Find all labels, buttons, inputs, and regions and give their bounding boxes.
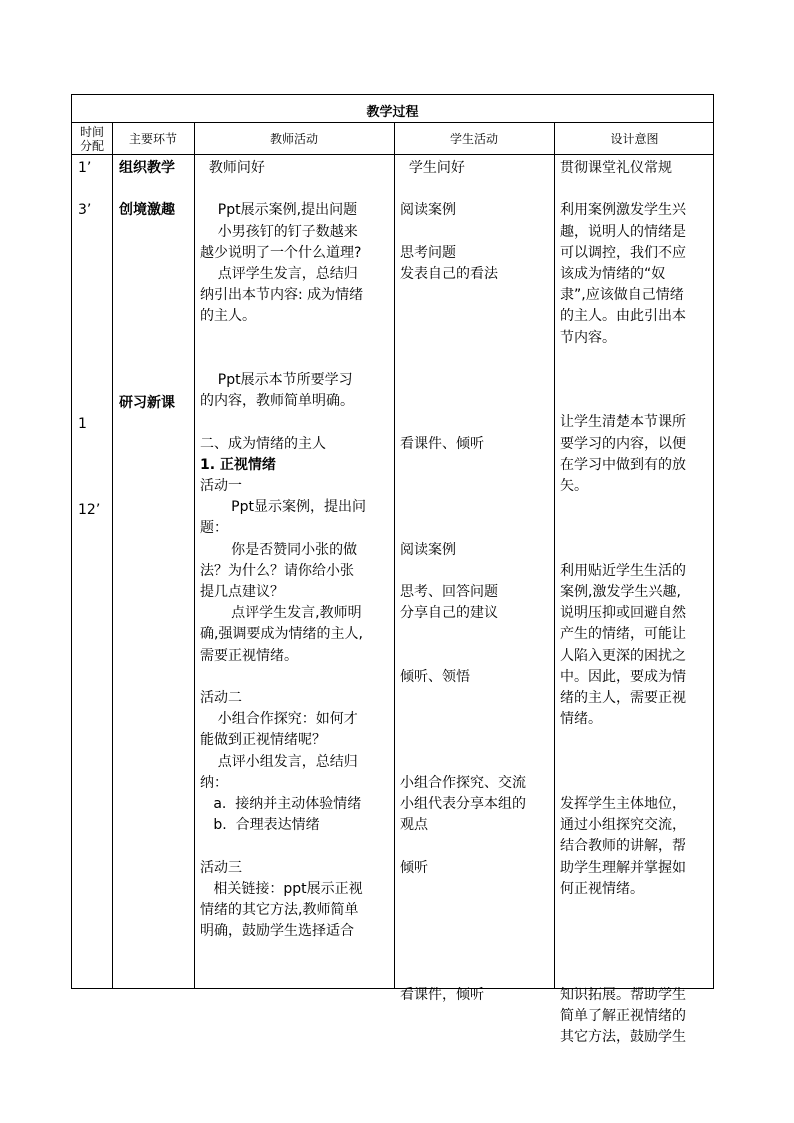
text-line: 阅读案例 [400, 202, 456, 219]
text-line: 趣，说明人的情绪是 [560, 223, 686, 240]
text-line: 看课件、倾听 [400, 435, 484, 452]
text-line: 的主人。 [200, 308, 256, 325]
text-line: 学生问好 [400, 160, 465, 176]
text-line: 人陷入更深的困扰之 [560, 647, 686, 664]
text-line: 小男孩钉的钉子数越来 [200, 223, 358, 240]
text-line: b. 合理表达情绪 [200, 817, 320, 834]
header-time-line: 时间 [79, 125, 104, 139]
text-line: 绪的主人，需要正视 [560, 690, 686, 706]
text-line: 需要正视情绪。 [200, 647, 298, 664]
text-line: 小组代表分享本组的 [400, 796, 526, 812]
header-time-line: 分配 [79, 139, 104, 153]
text-line: 利用贴近学生生活的 [560, 562, 686, 579]
text-line: 可以调控，我们不应 [560, 244, 686, 261]
header-student: 学生活动 [449, 132, 498, 146]
text-line: 案例,激发学生兴趣, [560, 584, 681, 600]
text-line: 发挥学生主体地位， [560, 796, 686, 812]
text-line: 产生的情绪，可能让 [560, 626, 686, 643]
text-line: 明确，鼓励学生选择适合 [200, 923, 354, 940]
text-line: 纳： [200, 774, 228, 791]
text-line: 题： [200, 520, 228, 537]
text-line: 在学习中做到有的放 [560, 456, 686, 473]
col-divider-1 [112, 122, 113, 988]
text-line: 倾听、领悟 [400, 668, 470, 685]
text-line: Ppt显示案例，提出问 [200, 499, 366, 516]
text-line: 二、成为情绪的主人 [200, 435, 326, 452]
col-divider-3 [394, 122, 395, 988]
title-divider [72, 122, 713, 123]
text-line: 活动三 [200, 859, 242, 876]
text-line: 相关链接：ppt展示正视 [200, 880, 363, 897]
text-line: 倾听 [400, 859, 428, 876]
text-line: 知识拓展。帮助学生 [560, 986, 686, 1003]
segment-cell: 创境激趣 [119, 202, 175, 218]
time-cell: 3’ [78, 202, 92, 218]
table-title: 教学过程 [366, 105, 419, 120]
text-line: 活动二 [200, 690, 242, 706]
text-line: 节内容。 [560, 329, 616, 346]
text-line: a. 接纳并主动体验情绪 [200, 796, 362, 812]
text-line: 1. 正视情绪 [200, 456, 276, 473]
text-line: 的内容，教师简单明确。 [200, 393, 354, 410]
text-line: 中。因此，要成为情 [560, 668, 686, 685]
text-line: 阅读案例 [400, 541, 456, 558]
text-line: 矢。 [560, 478, 588, 494]
text-line: 小组合作探究：如何才 [200, 711, 358, 728]
text-line: 要学习的内容，以便 [560, 435, 686, 452]
text-line: 隶”,应该做自己情绪 [560, 287, 684, 304]
header-divider [72, 154, 713, 155]
text-line: 让学生清楚本节课所 [560, 414, 686, 431]
text-line: 通过小组探究交流， [560, 817, 686, 834]
text-line: 情绪。 [560, 711, 602, 728]
col-divider-4 [554, 122, 555, 988]
text-line: 思考、回答问题 [400, 584, 498, 600]
text-line: 教师问好 [200, 160, 265, 176]
time-cell: 1 [78, 416, 87, 432]
text-line: 何正视情绪。 [560, 880, 644, 897]
text-line: 越少说明了一个什么道理? [200, 244, 362, 261]
text-line: 法？为什么？请你给小张 [200, 562, 354, 579]
text-line: 利用案例激发学生兴 [560, 202, 686, 219]
text-line: 助学生理解并掌握如 [560, 859, 686, 876]
text-line: 简单了解正视情绪的 [560, 1008, 686, 1024]
header-teacher: 教师活动 [269, 132, 318, 146]
text-line: 点评学生发言，总结归 [200, 266, 358, 282]
text-line: 观点 [400, 817, 428, 834]
text-line: 活动一 [200, 478, 242, 494]
header-time [72, 125, 112, 153]
text-line: 思考问题 [400, 244, 456, 261]
text-line: 能做到正视情绪呢？ [200, 732, 326, 749]
text-line: 贯彻课堂礼仪常规 [560, 160, 672, 176]
text-line: 点评小组发言，总结归 [200, 753, 358, 770]
segment-cell: 研习新课 [119, 395, 175, 411]
text-line: 纳引出本节内容: 成为情绪 [200, 287, 364, 304]
text-line: 该成为情绪的“奴 [560, 266, 666, 282]
text-line: 情绪的其它方法,教师简单 [200, 902, 359, 918]
header-segment: 主要环节 [128, 132, 177, 146]
text-line: 说明压抑或回避自然 [560, 605, 686, 622]
header-intent: 设计意图 [610, 132, 659, 146]
text-line: 提几点建议？ [200, 584, 284, 600]
segment-cell: 组织教学 [119, 160, 175, 176]
text-line: 的主人。由此引出本 [560, 308, 686, 325]
text-line: 其它方法，鼓励学生 [560, 1029, 686, 1046]
text-line: Ppt展示本节所要学习 [200, 372, 353, 388]
text-line: 小组合作探究、交流 [400, 774, 526, 791]
lesson-process-table [71, 94, 714, 1046]
text-line: 点评学生发言,教师明 [200, 605, 362, 622]
text-line: 分享自己的建议 [400, 605, 498, 622]
time-cell: 12’ [78, 502, 101, 518]
text-line: 看课件，倾听 [400, 986, 484, 1003]
text-line: 你是否赞同小张的做 [200, 541, 358, 558]
text-line: 结合教师的讲解，帮 [560, 838, 686, 855]
text-line: 发表自己的看法 [400, 266, 498, 282]
text-line: 确,强调要成为情绪的主人, [200, 626, 363, 643]
text-line: Ppt展示案例,提出问题 [200, 202, 358, 219]
col-divider-2 [194, 122, 195, 988]
time-cell: 1’ [78, 160, 92, 176]
